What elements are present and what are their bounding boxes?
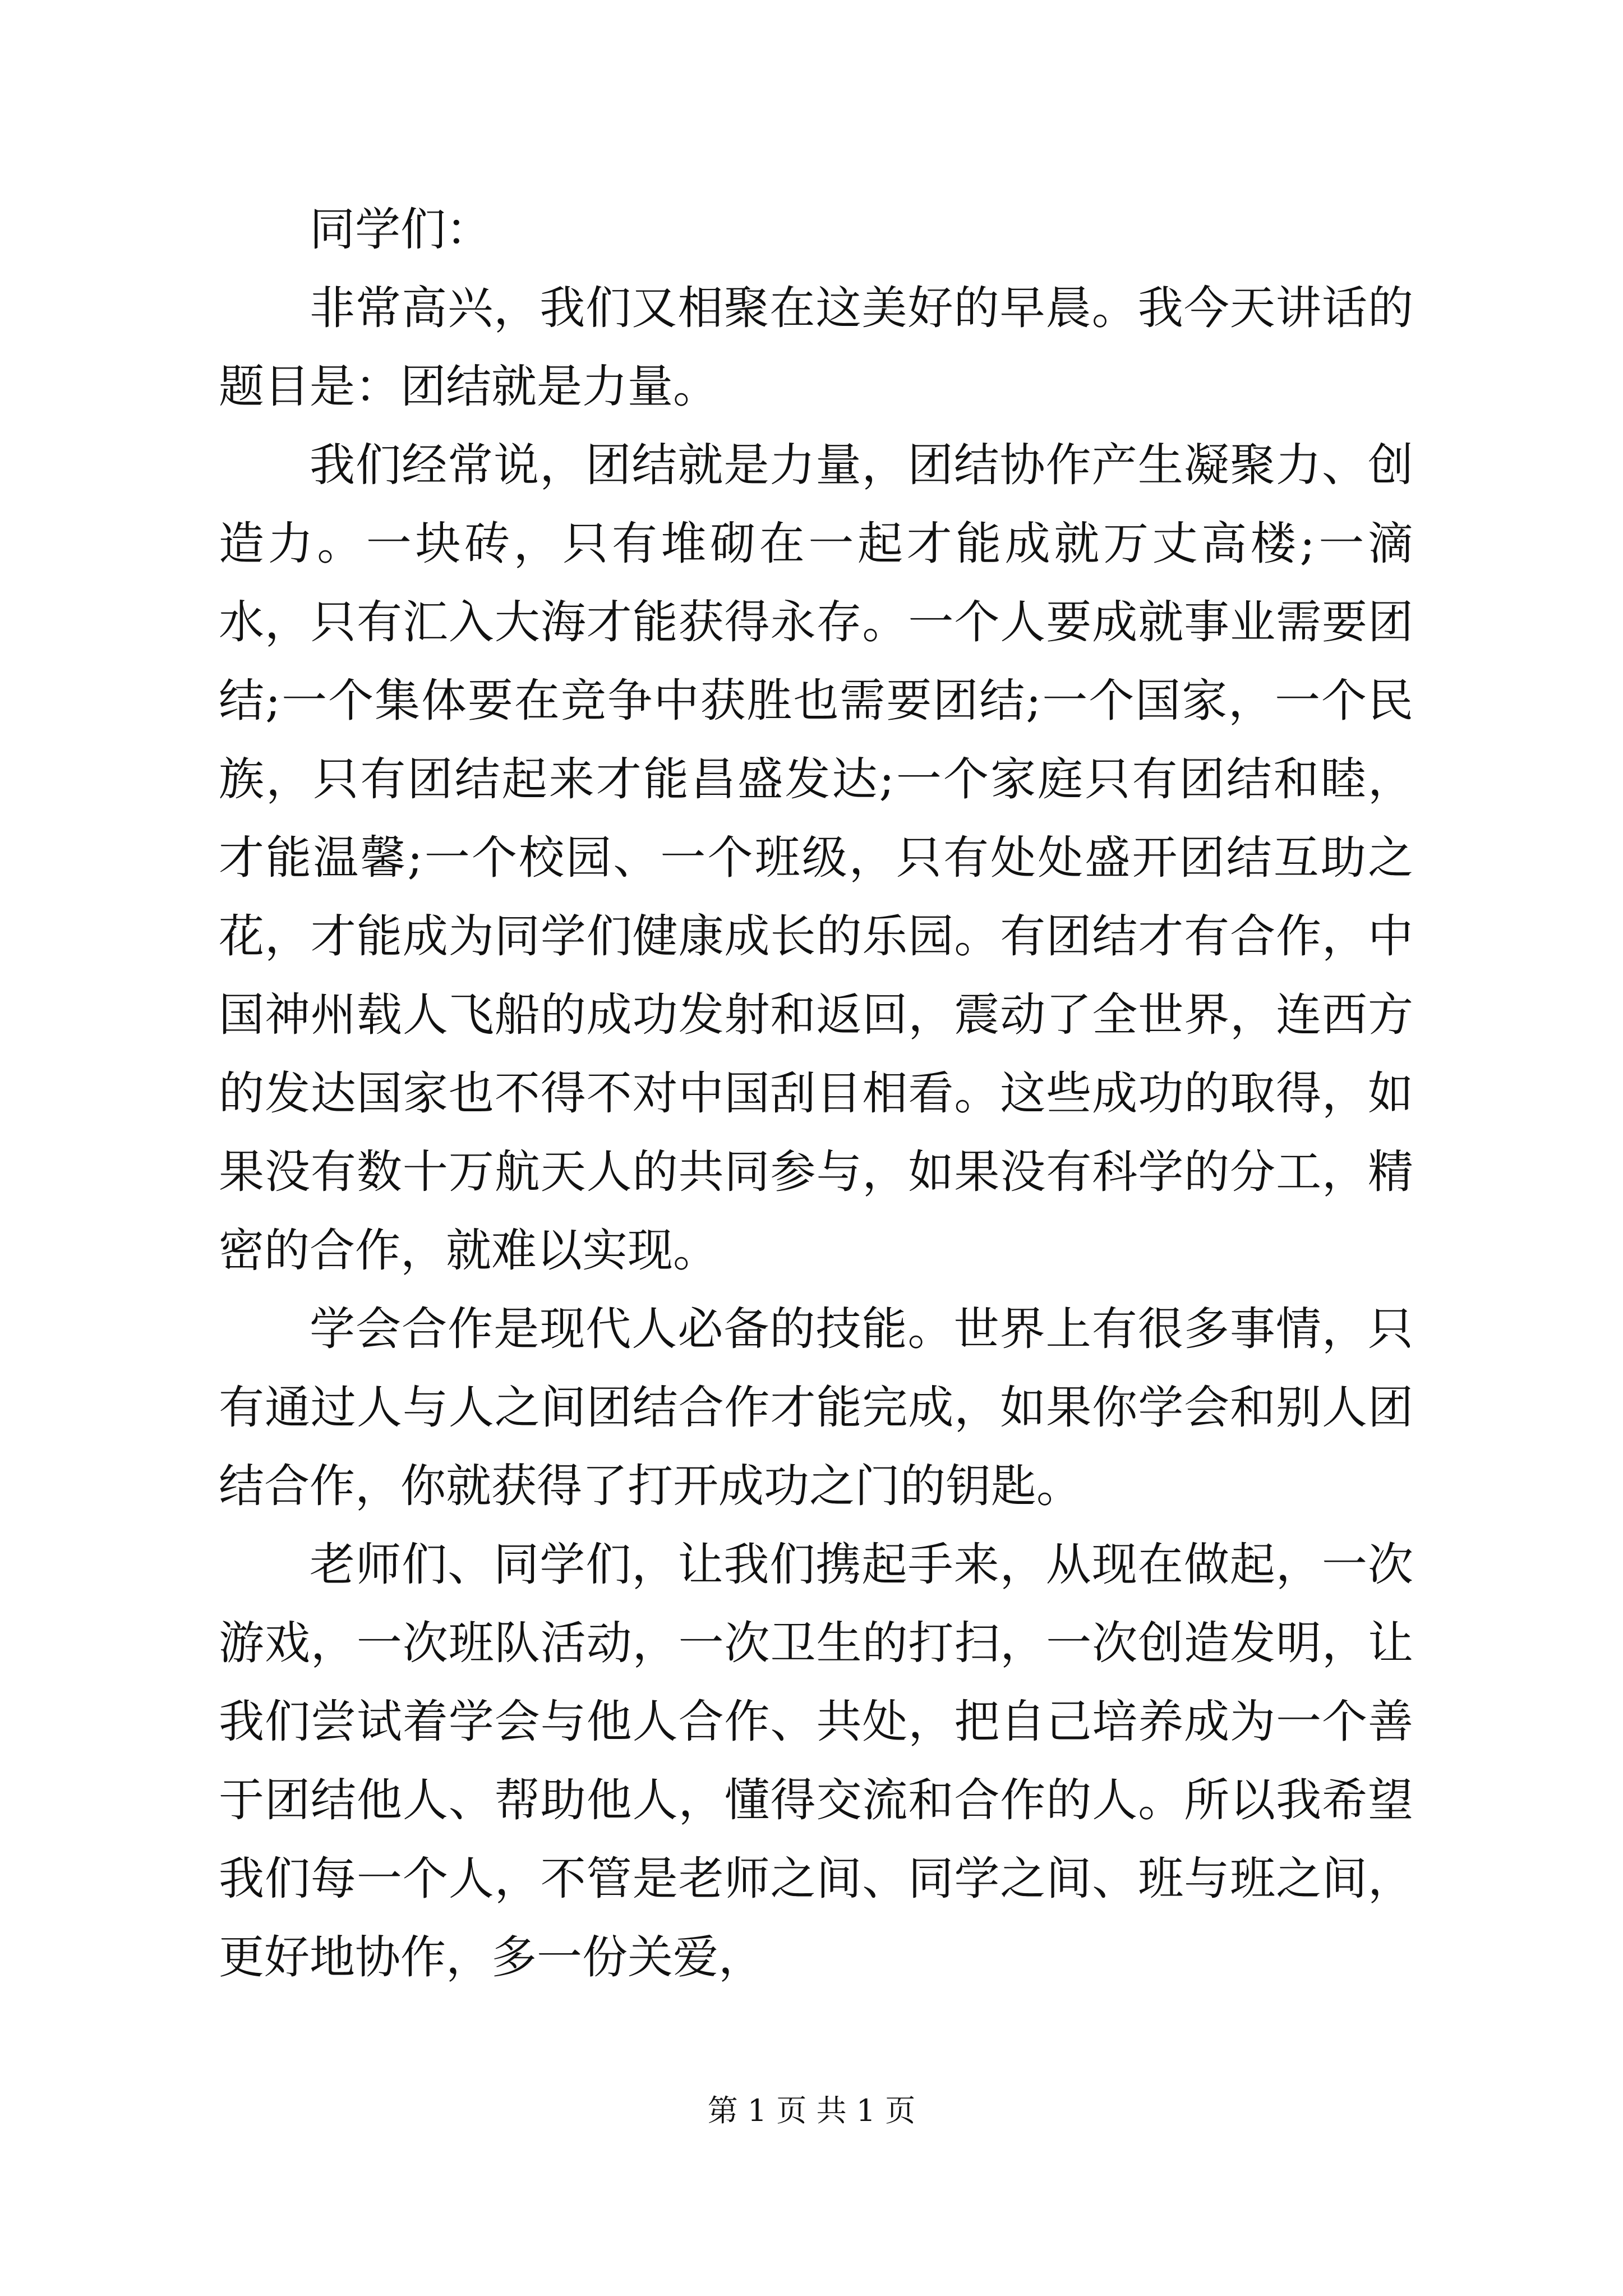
paragraph: 老师们、同学们，让我们携起手来，从现在做起，一次游戏，一次班队活动，一次卫生的打扫，一次创造发明，让我们尝试着学会与他人合作、共处，把自己培养成为一个善于团结他人、帮助他人，懂得交流和合作的人。所以我希望我们每一个人，不管是老师之间、同学之间、班与班之间，更好地协作，多一份关爱， [219, 1539, 1413, 1984]
document-body [219, 191, 1413, 1997]
paragraph: 学会合作是现代人必备的技能。世界上有很多事情，只有通过人与人之间团结合作才能完成，如果你学会和别人团结合作，你就获得了打开成功之门的钥匙。 [219, 1303, 1413, 1513]
page-number: 第 1 页 共 1 页 [707, 2093, 916, 2128]
page-footer [0, 2087, 1623, 2130]
paragraph-salutation: 同学们： [310, 204, 492, 256]
paragraph: 我们经常说，团结就是力量，团结协作产生凝聚力、创造力。一块砖，只有堆砌在一起才能成就万丈高楼;一滴水，只有汇入大海才能获得永存。一个人要成就事业需要团结;一个集体要在竞争中获胜也需要团结;一个国家，一个民族，只有团结起来才能昌盛发达;一个家庭只有团结和睦，才能温馨;一个校园、一个班级，只有处处盛开团结互助之花，才能成为同学们健康成长的乐园。有团结才有合作，中国神州载人飞船的成功发射和返回，震动了全世界，连西方的发达国家也不得不对中国刮目相看。这些成功的取得，如果没有数十万航天人的共同参与，如果没有科学的分工，精密的合作，就难以实现。 [219, 439, 1413, 1277]
paragraph: 非常高兴，我们又相聚在这美好的早晨。我今天讲话的题目是：团结就是力量。 [219, 282, 1413, 413]
